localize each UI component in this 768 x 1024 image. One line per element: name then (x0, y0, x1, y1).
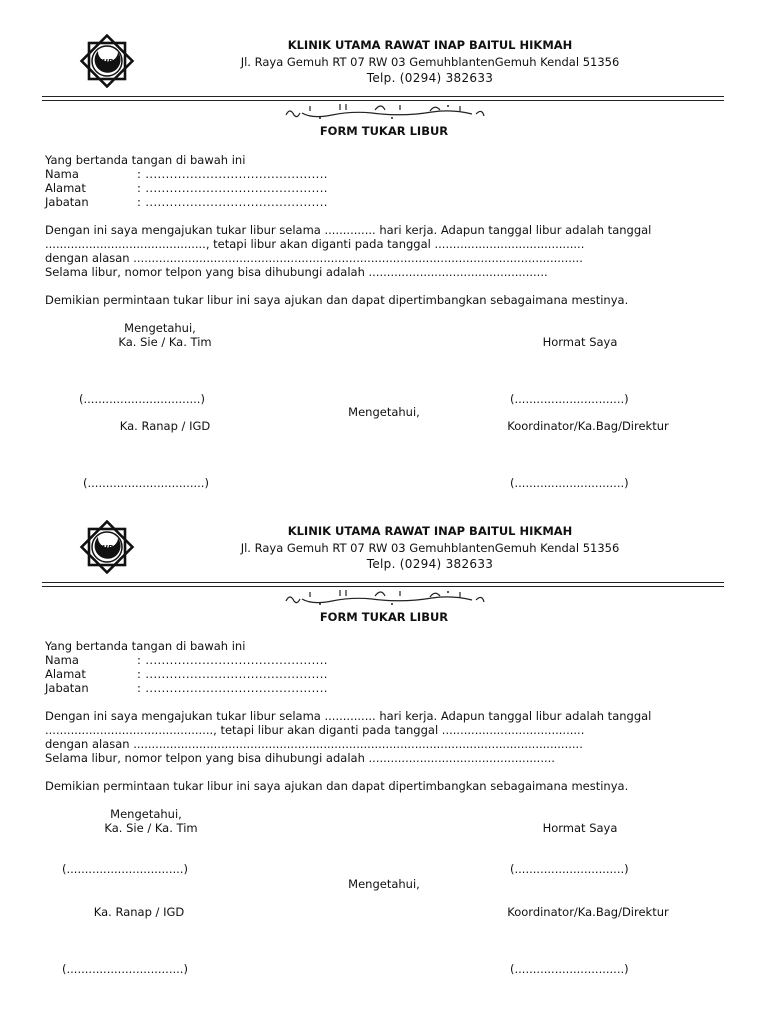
field-blank-alamat[interactable]: : ............................................. (137, 181, 328, 195)
header-rule-top (42, 582, 724, 583)
header-rule-top (42, 96, 724, 97)
signature-blank-right[interactable]: (..............................) (510, 862, 629, 876)
sign-left-ranap: Ka. Ranap / IGD (93, 905, 185, 919)
signature-blank-right[interactable]: (..............................) (510, 392, 629, 406)
body-line: Dengan ini saya mengajukan tukar libur selama .............. hari kerja. Adapun tanggal libur adalah tanggal (45, 223, 652, 237)
body-line: dengan alasan ........................................................................................................................... (45, 737, 583, 751)
field-blank-nama[interactable]: : ............................................. (137, 653, 328, 667)
logo-text: KUBH (96, 58, 120, 66)
body-line: ............................................, tetapi libur akan diganti pada tanggal ......................................... (45, 237, 585, 251)
field-label-nama: Nama (45, 167, 79, 181)
sign-left-role: Ka. Sie / Ka. Tim (118, 335, 212, 349)
form-tukar-libur-2 (0, 486, 768, 986)
sign-right-koordinator: Koordinator/Ka.Bag/Direktur (507, 419, 669, 433)
signature-blank-left[interactable]: (................................) (79, 392, 205, 406)
signature-blank-right-bottom[interactable]: (..............................) (510, 476, 629, 490)
intro-text: Yang bertanda tangan di bawah ini (45, 153, 246, 167)
body-line: Selama libur, nomor telpon yang bisa dihubungi adalah ................................................. (45, 265, 548, 279)
clinic-telp: Telp. (0294) 382633 (366, 557, 494, 571)
clinic-name: KLINIK UTAMA RAWAT INAP BAITUL HIKMAH (287, 38, 573, 52)
field-blank-alamat[interactable]: : ............................................. (137, 667, 328, 681)
clinic-logo-icon (74, 520, 140, 574)
field-label-nama: Nama (45, 653, 79, 667)
form-title: FORM TUKAR LIBUR (319, 124, 449, 138)
sign-right-koordinator: Koordinator/Ka.Bag/Direktur (507, 905, 669, 919)
clinic-telp: Telp. (0294) 382633 (366, 71, 494, 85)
basmala-calligraphy-icon (280, 587, 490, 609)
field-label-jabatan: Jabatan (45, 681, 89, 695)
signature-blank-right-bottom[interactable]: (..............................) (510, 962, 629, 976)
sign-center-mengetahui: Mengetahui, (348, 877, 420, 891)
field-blank-jabatan[interactable]: : ............................................. (137, 195, 328, 209)
closing-text: Demikian permintaan tukar libur ini saya ajukan dan dapat dipertimbangkan sebagaimana mestinya. (45, 293, 629, 307)
signature-blank-left[interactable]: (................................) (62, 862, 188, 876)
clinic-address: Jl. Raya Gemuh RT 07 RW 03 GemuhblantenGemuh Kendal 51356 (240, 541, 620, 555)
logo-text: KUBH (96, 544, 120, 552)
form-tukar-libur-1 (0, 0, 768, 500)
intro-text: Yang bertanda tangan di bawah ini (45, 639, 246, 653)
clinic-name: KLINIK UTAMA RAWAT INAP BAITUL HIKMAH (287, 524, 573, 538)
sign-right-hormat: Hormat Saya (542, 335, 618, 349)
clinic-address: Jl. Raya Gemuh RT 07 RW 03 GemuhblantenGemuh Kendal 51356 (240, 55, 620, 69)
sign-left-mengetahui: Mengetahui, (124, 321, 196, 335)
field-blank-nama[interactable]: : ............................................. (137, 167, 328, 181)
basmala-calligraphy-icon (280, 101, 490, 123)
body-line: Selama libur, nomor telpon yang bisa dihubungi adalah ................................................... (45, 751, 555, 765)
sign-right-hormat: Hormat Saya (542, 821, 618, 835)
closing-text: Demikian permintaan tukar libur ini saya ajukan dan dapat dipertimbangkan sebagaimana mestinya. (45, 779, 629, 793)
body-line: .............................................., tetapi libur akan diganti pada tanggal ....................................... (45, 723, 585, 737)
form-title: FORM TUKAR LIBUR (319, 610, 449, 624)
field-label-jabatan: Jabatan (45, 195, 89, 209)
field-label-alamat: Alamat (45, 181, 86, 195)
clinic-logo-icon (74, 34, 140, 88)
sign-center-mengetahui: Mengetahui, (348, 405, 420, 419)
body-line: dengan alasan ........................................................................................................................... (45, 251, 583, 265)
sign-left-ranap: Ka. Ranap / IGD (119, 419, 211, 433)
sign-left-role: Ka. Sie / Ka. Tim (104, 821, 198, 835)
body-line: Dengan ini saya mengajukan tukar libur selama .............. hari kerja. Adapun tanggal libur adalah tanggal (45, 709, 652, 723)
field-label-alamat: Alamat (45, 667, 86, 681)
signature-blank-left-bottom[interactable]: (................................) (83, 476, 209, 490)
sign-left-mengetahui: Mengetahui, (110, 807, 182, 821)
field-blank-jabatan[interactable]: : ............................................. (137, 681, 328, 695)
signature-blank-left-bottom[interactable]: (................................) (62, 962, 188, 976)
